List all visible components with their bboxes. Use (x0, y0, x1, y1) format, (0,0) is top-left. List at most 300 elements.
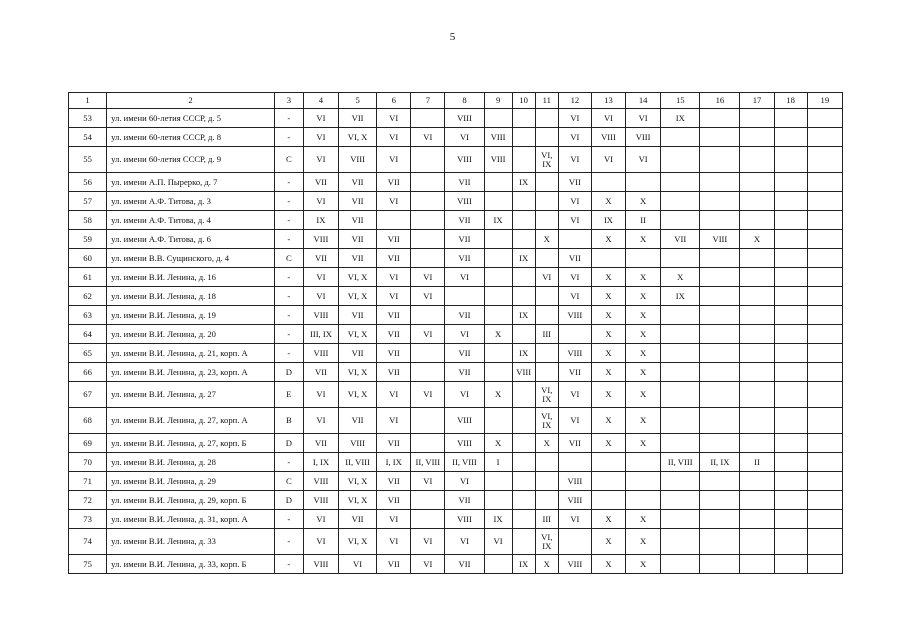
table-cell: IX (303, 211, 338, 230)
table-cell: VII (377, 230, 411, 249)
table-cell: - (274, 128, 303, 147)
address-cell: ул. имени 60-летия СССР, д. 9 (107, 147, 275, 173)
table-cell: VI (558, 287, 591, 306)
row-number-cell: 57 (69, 192, 107, 211)
table-cell: E (274, 382, 303, 408)
table-cell (740, 249, 774, 268)
table-cell: X (661, 268, 700, 287)
table-cell (535, 344, 558, 363)
table-row (69, 529, 843, 555)
table-cell: VI (303, 192, 338, 211)
table-cell: VII (339, 192, 377, 211)
address-cell: ул. имени В.И. Ленина, д. 16 (107, 268, 275, 287)
table-cell (774, 529, 807, 555)
table-cell: VII (377, 249, 411, 268)
data-table (68, 92, 843, 574)
table-cell (700, 109, 740, 128)
table-cell (740, 408, 774, 434)
table-cell (700, 325, 740, 344)
table-cell: X (591, 306, 625, 325)
row-number-cell: 62 (69, 287, 107, 306)
table-cell (411, 344, 445, 363)
table-cell: II, VIII (411, 453, 445, 472)
row-number-cell: 53 (69, 109, 107, 128)
table-cell (535, 249, 558, 268)
table-cell: VI (558, 192, 591, 211)
column-header: 11 (535, 93, 558, 109)
row-number-cell: 67 (69, 382, 107, 408)
table-cell: - (274, 453, 303, 472)
table-cell (661, 382, 700, 408)
table-cell: II, VIII (339, 453, 377, 472)
address-cell: ул. имени В.В. Сущинского, д. 4 (107, 249, 275, 268)
table-cell: X (591, 287, 625, 306)
table-cell: D (274, 434, 303, 453)
table-row (69, 109, 843, 128)
table-cell: VI (377, 382, 411, 408)
table-row (69, 434, 843, 453)
table-cell: VI, X (339, 325, 377, 344)
table-row (69, 363, 843, 382)
table-cell: VIII (558, 344, 591, 363)
row-number-cell: 60 (69, 249, 107, 268)
table-cell: VIII (512, 363, 535, 382)
table-cell (661, 211, 700, 230)
table-cell: VI (558, 147, 591, 173)
table-cell (700, 211, 740, 230)
table-cell (512, 192, 535, 211)
table-cell: VI (303, 382, 338, 408)
table-cell (484, 287, 512, 306)
table-cell (774, 344, 807, 363)
table-cell: III (535, 510, 558, 529)
table-cell (512, 408, 535, 434)
table-cell: VI (484, 529, 512, 555)
row-number-cell: 74 (69, 529, 107, 555)
table-cell: VI (377, 128, 411, 147)
table-cell (700, 434, 740, 453)
table-cell: VII (339, 344, 377, 363)
table-cell: X (740, 230, 774, 249)
row-number-cell: 66 (69, 363, 107, 382)
table-cell: IX (484, 211, 512, 230)
row-number-cell: 73 (69, 510, 107, 529)
table-cell (774, 382, 807, 408)
table-cell: VIII (303, 230, 338, 249)
table-cell: D (274, 363, 303, 382)
table-cell: X (626, 510, 661, 529)
column-header: 16 (700, 93, 740, 109)
address-cell: ул. имени В.И. Ленина, д. 27, корп. А (107, 408, 275, 434)
table-cell (512, 491, 535, 510)
table-cell: I, IX (303, 453, 338, 472)
table-cell: VI, IX (535, 382, 558, 408)
table-cell: VI (377, 268, 411, 287)
table-cell (774, 230, 807, 249)
column-header: 17 (740, 93, 774, 109)
table-cell (411, 192, 445, 211)
table-cell (512, 472, 535, 491)
column-header: 18 (774, 93, 807, 109)
table-cell: VIII (303, 306, 338, 325)
table-cell (700, 363, 740, 382)
table-cell (512, 382, 535, 408)
address-cell: ул. имени 60-летия СССР, д. 8 (107, 128, 275, 147)
table-cell: VI (411, 287, 445, 306)
table-cell (535, 453, 558, 472)
table-cell (774, 555, 807, 574)
column-header: 5 (339, 93, 377, 109)
table-cell: X (591, 434, 625, 453)
table-cell: VII (377, 472, 411, 491)
table-cell (661, 192, 700, 211)
table-cell (512, 211, 535, 230)
table-cell (774, 434, 807, 453)
table-cell (626, 453, 661, 472)
table-cell (484, 230, 512, 249)
row-number-cell: 56 (69, 173, 107, 192)
table-cell: VI, IX (535, 147, 558, 173)
table-cell: IX (591, 211, 625, 230)
table-cell (484, 306, 512, 325)
table-cell (411, 434, 445, 453)
table-cell: - (274, 510, 303, 529)
table-cell (807, 344, 842, 363)
header-row (69, 93, 843, 109)
table-cell (512, 128, 535, 147)
table-cell: VI (591, 109, 625, 128)
table-cell: VIII (303, 555, 338, 574)
table-cell: VII (445, 306, 484, 325)
table-cell (535, 306, 558, 325)
table-cell: VI, X (339, 382, 377, 408)
table-cell (626, 472, 661, 491)
address-cell: ул. имени В.И. Ленина, д. 21, корп. А (107, 344, 275, 363)
table-cell: VI (411, 382, 445, 408)
table-cell: VII (377, 363, 411, 382)
table-cell: I, IX (377, 453, 411, 472)
table-cell (661, 510, 700, 529)
table-cell: VII (558, 434, 591, 453)
row-number-cell: 75 (69, 555, 107, 574)
table-cell (740, 306, 774, 325)
table-cell: IX (512, 344, 535, 363)
table-cell (535, 491, 558, 510)
table-cell: X (626, 306, 661, 325)
table-cell: VII (661, 230, 700, 249)
table-cell (807, 453, 842, 472)
table-cell: - (274, 211, 303, 230)
table-cell (591, 173, 625, 192)
table-cell: X (591, 382, 625, 408)
table-cell (807, 363, 842, 382)
column-header: 14 (626, 93, 661, 109)
table-row (69, 491, 843, 510)
row-number-cell: 61 (69, 268, 107, 287)
table-cell: VI (377, 408, 411, 434)
column-header: 9 (484, 93, 512, 109)
table-cell: IX (484, 510, 512, 529)
table-cell (740, 434, 774, 453)
table-cell (411, 363, 445, 382)
table-cell: X (626, 529, 661, 555)
table-cell: X (591, 325, 625, 344)
table-cell: II (626, 211, 661, 230)
table-cell (740, 344, 774, 363)
table-cell (411, 306, 445, 325)
address-cell: ул. имени А.Ф. Титова, д. 6 (107, 230, 275, 249)
table-cell (484, 344, 512, 363)
table-cell (484, 491, 512, 510)
table-row (69, 147, 843, 173)
table-cell: VIII (558, 472, 591, 491)
column-header: 10 (512, 93, 535, 109)
table-cell (807, 249, 842, 268)
table-cell (700, 306, 740, 325)
table-cell: VII (445, 173, 484, 192)
table-row (69, 249, 843, 268)
table-cell (740, 325, 774, 344)
table-row (69, 472, 843, 491)
table-cell: B (274, 408, 303, 434)
table-cell (484, 173, 512, 192)
table-cell (512, 287, 535, 306)
row-number-cell: 70 (69, 453, 107, 472)
table-cell: VI (303, 147, 338, 173)
table-cell: VII (377, 555, 411, 574)
table-cell: VIII (626, 128, 661, 147)
table-cell: VII (377, 173, 411, 192)
table-cell (774, 128, 807, 147)
table-cell: VI (591, 147, 625, 173)
table-cell (591, 472, 625, 491)
table-cell: VI (535, 268, 558, 287)
table-cell (411, 211, 445, 230)
table-cell: VIII (445, 408, 484, 434)
table-cell: II, IX (700, 453, 740, 472)
table-cell: VII (303, 173, 338, 192)
table-cell (807, 306, 842, 325)
table-cell (661, 408, 700, 434)
table-cell (774, 510, 807, 529)
table-cell: VII (445, 363, 484, 382)
table-cell (807, 211, 842, 230)
table-cell: X (484, 434, 512, 453)
table-cell (535, 287, 558, 306)
table-cell: VI (445, 268, 484, 287)
table-cell (700, 408, 740, 434)
table-cell (807, 510, 842, 529)
table-cell: II, VIII (445, 453, 484, 472)
table-cell (700, 510, 740, 529)
table-cell: VII (377, 434, 411, 453)
table-cell (807, 287, 842, 306)
table-cell: VII (339, 230, 377, 249)
table-row (69, 211, 843, 230)
table-cell: IX (512, 555, 535, 574)
table-cell (700, 268, 740, 287)
table-cell (740, 109, 774, 128)
row-number-cell: 55 (69, 147, 107, 173)
table-cell (626, 249, 661, 268)
table-cell (807, 230, 842, 249)
table-cell: VI, X (339, 491, 377, 510)
table-cell (740, 147, 774, 173)
table-row (69, 453, 843, 472)
table-cell: - (274, 529, 303, 555)
table-cell: II (740, 453, 774, 472)
table-cell (774, 249, 807, 268)
table-row (69, 173, 843, 192)
column-header: 12 (558, 93, 591, 109)
table-cell (661, 491, 700, 510)
table-cell: VI (626, 147, 661, 173)
table-cell: - (274, 192, 303, 211)
table-cell: VII (339, 249, 377, 268)
row-number-cell: 71 (69, 472, 107, 491)
table-cell: X (626, 408, 661, 434)
table-cell: VI (558, 268, 591, 287)
address-cell: ул. имени В.И. Ленина, д. 33, корп. Б (107, 555, 275, 574)
table-cell: X (484, 325, 512, 344)
table-cell (558, 325, 591, 344)
table-cell: D (274, 491, 303, 510)
table-cell: VI (445, 382, 484, 408)
table-cell: III (535, 325, 558, 344)
table-cell: X (626, 344, 661, 363)
table-cell (535, 109, 558, 128)
table-row (69, 230, 843, 249)
table-cell (774, 211, 807, 230)
table-cell (774, 268, 807, 287)
address-cell: ул. имени В.И. Ленина, д. 29 (107, 472, 275, 491)
table-cell (661, 555, 700, 574)
row-number-cell: 63 (69, 306, 107, 325)
table-cell: VI (303, 408, 338, 434)
table-cell: VI, X (339, 363, 377, 382)
table-cell (661, 128, 700, 147)
table-cell (807, 529, 842, 555)
table-cell (484, 408, 512, 434)
table-cell: VII (339, 306, 377, 325)
table-cell: VI, X (339, 287, 377, 306)
table-cell: C (274, 472, 303, 491)
address-cell: ул. имени В.И. Ленина, д. 28 (107, 453, 275, 472)
table-cell (807, 491, 842, 510)
table-cell: - (274, 287, 303, 306)
table-cell (740, 555, 774, 574)
table-cell: VIII (303, 472, 338, 491)
address-cell: ул. имени В.И. Ленина, д. 27 (107, 382, 275, 408)
table-cell: VII (445, 230, 484, 249)
table-cell (377, 211, 411, 230)
table-cell (411, 510, 445, 529)
table-cell: - (274, 306, 303, 325)
table-cell: VIII (339, 147, 377, 173)
table-cell (807, 173, 842, 192)
table-cell: X (591, 555, 625, 574)
table-cell: VII (558, 173, 591, 192)
table-cell: IX (512, 173, 535, 192)
table-cell (740, 173, 774, 192)
table-cell: VII (445, 344, 484, 363)
table-cell: VII (445, 249, 484, 268)
table-cell (774, 192, 807, 211)
table-cell (558, 529, 591, 555)
table-cell (774, 453, 807, 472)
table-cell (512, 230, 535, 249)
table-cell: VI (411, 555, 445, 574)
table-cell: VI (303, 510, 338, 529)
table-cell: VIII (445, 510, 484, 529)
table-cell: VII (303, 363, 338, 382)
table-cell (535, 472, 558, 491)
table-cell: VII (445, 491, 484, 510)
address-cell: ул. имени А.Ф. Титова, д. 4 (107, 211, 275, 230)
table-cell: VII (339, 109, 377, 128)
table-cell: VIII (700, 230, 740, 249)
row-number-cell: 65 (69, 344, 107, 363)
table-cell (807, 472, 842, 491)
table-cell: VI (626, 109, 661, 128)
row-number-cell: 64 (69, 325, 107, 344)
table-cell: VI (339, 555, 377, 574)
table-cell: VI (445, 128, 484, 147)
table-cell (626, 491, 661, 510)
table-cell: X (626, 268, 661, 287)
table-cell (484, 249, 512, 268)
table-cell: X (626, 192, 661, 211)
address-cell: ул. имени А.П. Пырерко, д. 7 (107, 173, 275, 192)
table-cell: X (484, 382, 512, 408)
table-cell (700, 529, 740, 555)
column-header: 8 (445, 93, 484, 109)
table-cell (535, 173, 558, 192)
table-cell (700, 128, 740, 147)
table-cell (740, 192, 774, 211)
table-cell: X (591, 344, 625, 363)
table-cell: VI (411, 529, 445, 555)
table-cell (740, 211, 774, 230)
table-cell: VI (377, 109, 411, 128)
table-cell (661, 344, 700, 363)
table-cell (807, 147, 842, 173)
table-cell: VIII (445, 434, 484, 453)
table-cell: X (591, 192, 625, 211)
address-cell: ул. имени В.И. Ленина, д. 29, корп. Б (107, 491, 275, 510)
row-number-cell: 69 (69, 434, 107, 453)
table-cell: VI (303, 529, 338, 555)
table-row (69, 306, 843, 325)
table-cell: X (591, 230, 625, 249)
table-cell: X (626, 325, 661, 344)
table-row (69, 382, 843, 408)
table-cell (774, 363, 807, 382)
table-cell (445, 287, 484, 306)
table-cell (411, 109, 445, 128)
table-cell: VI (377, 287, 411, 306)
table-cell: X (626, 363, 661, 382)
address-cell: ул. имени В.И. Ленина, д. 23, корп. А (107, 363, 275, 382)
table-cell (807, 325, 842, 344)
table-cell (558, 453, 591, 472)
table-cell: - (274, 173, 303, 192)
table-cell: VIII (558, 491, 591, 510)
table-cell (591, 249, 625, 268)
table-row (69, 555, 843, 574)
table-cell (411, 491, 445, 510)
table-cell (807, 268, 842, 287)
